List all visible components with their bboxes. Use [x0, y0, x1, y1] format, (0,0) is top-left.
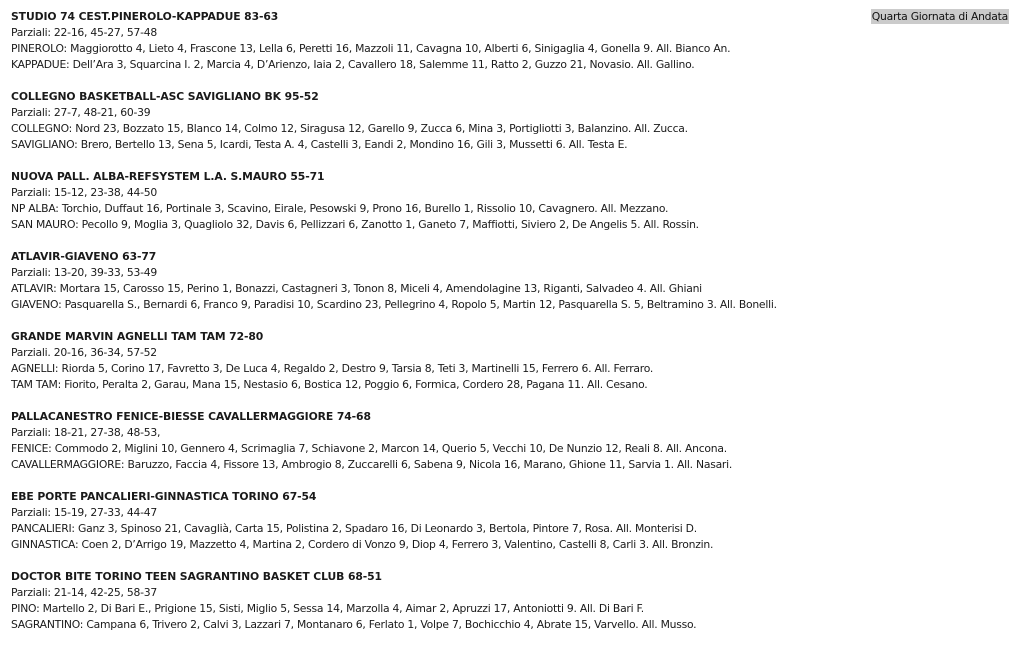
game-title: PALLACANESTRO FENICE-BIESSE CAVALLERMAGGIORE 74-68: [11, 410, 371, 423]
game-partials: Parziali: 21-14, 42-25, 58-37: [11, 586, 158, 599]
game-partials: Parziali: 22-16, 45-27, 57-48: [11, 26, 158, 39]
game-block: [11, 569, 861, 633]
home-team-scorers: PINO: Martello 2, Di Bari E., Prigione 15, Sisti, Miglio 5, Sessa 14, Marzolla 4, Aimar 2, Apruzzi 17, Antoniotti 9. All. Di Bari F.: [11, 602, 644, 615]
game-partials: Parziali: 18-21, 27-38, 48-53,: [11, 426, 161, 439]
home-team-scorers: AGNELLI: Riorda 5, Corino 17, Favretto 3, De Luca 4, Regaldo 2, Destro 9, Tarsia 8, Teti 3, Martinelli 15, Ferrero 6. All. Ferraro.: [11, 362, 654, 375]
home-team-scorers: NP ALBA: Torchio, Duffaut 16, Portinale 3, Scavino, Eirale, Pesowski 9, Prono 16, Burello 1, Rissolio 10, Cavagnero. All. Mezzano.: [11, 202, 669, 215]
game-title: NUOVA PALL. ALBA-REFSYSTEM L.A. S.MAURO 55-71: [11, 170, 325, 183]
home-team-scorers: COLLEGNO: Nord 23, Bozzato 15, Blanco 14, Colmo 12, Siragusa 12, Garello 9, Zucca 6, Mina 3, Portigliotti 3, Balanzino. All. Zucca.: [11, 122, 688, 135]
away-team-scorers: TAM TAM: Fiorito, Peralta 2, Garau, Mana 15, Nestasio 6, Bostica 12, Poggio 6, Formica, Cordero 28, Pagana 11. All. Cesano.: [11, 378, 648, 391]
game-block: [11, 489, 861, 553]
game-block: [11, 329, 861, 393]
away-team-scorers: GINNASTICA: Coen 2, D’Arrigo 19, Mazzetto 4, Martina 2, Cordero di Vonzo 9, Diop 4, Ferrero 3, Valentino, Castelli 8, Carli 3. All. Bronzin.: [11, 538, 714, 551]
game-block: [11, 249, 861, 313]
game-title: STUDIO 74 CEST.PINEROLO-KAPPADUE 83-63: [11, 10, 279, 23]
away-team-scorers: CAVALLERMAGGIORE: Baruzzo, Faccia 4, Fissore 13, Ambrogio 8, Zuccarelli 6, Sabena 9, Nicola 16, Marano, Ghione 11, Sarvia 1. All. Nasari.: [11, 458, 733, 471]
game-title: ATLAVIR-GIAVENO 63-77: [11, 250, 157, 263]
game-block: [11, 89, 861, 153]
game-title: GRANDE MARVIN AGNELLI TAM TAM 72-80: [11, 330, 264, 343]
home-team-scorers: ATLAVIR: Mortara 15, Carosso 15, Perino 1, Bonazzi, Castagneri 3, Tonon 8, Miceli 4, Amendolagine 13, Riganti, Salvadeo 4. All. Ghiani: [11, 282, 702, 295]
home-team-scorers: PANCALIERI: Ganz 3, Spinoso 21, Cavaglià, Carta 15, Polistina 2, Spadaro 16, Di Leonardo 3, Bertola, Pintore 7, Rosa. All. Monterisi D.: [11, 522, 697, 535]
game-title: DOCTOR BITE TORINO TEEN SAGRANTINO BASKET CLUB 68-51: [11, 570, 382, 583]
game-partials: Parziali: 27-7, 48-21, 60-39: [11, 106, 151, 119]
game-block: [11, 9, 861, 73]
game-partials: Parziali: 15-12, 23-38, 44-50: [11, 186, 158, 199]
away-team-scorers: KAPPADUE: Dell’Ara 3, Squarcina I. 2, Marcia 4, D’Arienzo, Iaia 2, Cavallero 18, Salemme 11, Ratto 2, Guzzo 21, Novasio. All. Gallino.: [11, 58, 695, 71]
away-team-scorers: SAVIGLIANO: Brero, Bertello 13, Sena 5, Icardi, Testa A. 4, Castelli 3, Eandi 2, Mondino 16, Gili 3, Mussetti 6. All. Testa E.: [11, 138, 628, 151]
game-block: [11, 409, 861, 473]
home-team-scorers: PINEROLO: Maggiorotto 4, Lieto 4, Frascone 13, Lella 6, Peretti 16, Mazzoli 11, Cavagna 10, Alberti 6, Sinigaglia 4, Gonella 9. All. Bianco An.: [11, 42, 731, 55]
game-partials: Parziali: 15-19, 27-33, 44-47: [11, 506, 158, 519]
game-title: COLLEGNO BASKETBALL-ASC SAVIGLIANO BK 95-52: [11, 90, 319, 103]
game-partials: Parziali. 20-16, 36-34, 57-52: [11, 346, 157, 359]
round-label: Quarta Giornata di Andata: [871, 10, 1008, 23]
game-block: [11, 169, 861, 233]
away-team-scorers: SAGRANTINO: Campana 6, Trivero 2, Calvi 3, Lazzari 7, Montanaro 6, Ferlato 1, Volpe 7, Bochicchio 4, Abrate 15, Varvello. All. Musso.: [11, 618, 697, 631]
away-team-scorers: GIAVENO: Pasquarella S., Bernardi 6, Franco 9, Paradisi 10, Scardino 23, Pellegrino 4, Ropolo 5, Martin 12, Pasquarella S. 5, Beltramino 3. All. Bonelli.: [11, 298, 777, 311]
away-team-scorers: SAN MAURO: Pecollo 9, Moglia 3, Quagliolo 32, Davis 6, Pellizzari 6, Zanotto 1, Ganeto 7, Maffiotti, Siviero 2, De Angelis 5. All. Rossin.: [11, 218, 699, 231]
results-list: [11, 9, 861, 649]
game-title: EBE PORTE PANCALIERI-GINNASTICA TORINO 67-54: [11, 490, 317, 503]
game-partials: Parziali: 13-20, 39-33, 53-49: [11, 266, 158, 279]
home-team-scorers: FENICE: Commodo 2, Miglini 10, Gennero 4, Scrimaglia 7, Schiavone 2, Marcon 14, Querio 5, Vecchi 10, De Nunzio 12, Reali 8. All. Ancona.: [11, 442, 727, 455]
